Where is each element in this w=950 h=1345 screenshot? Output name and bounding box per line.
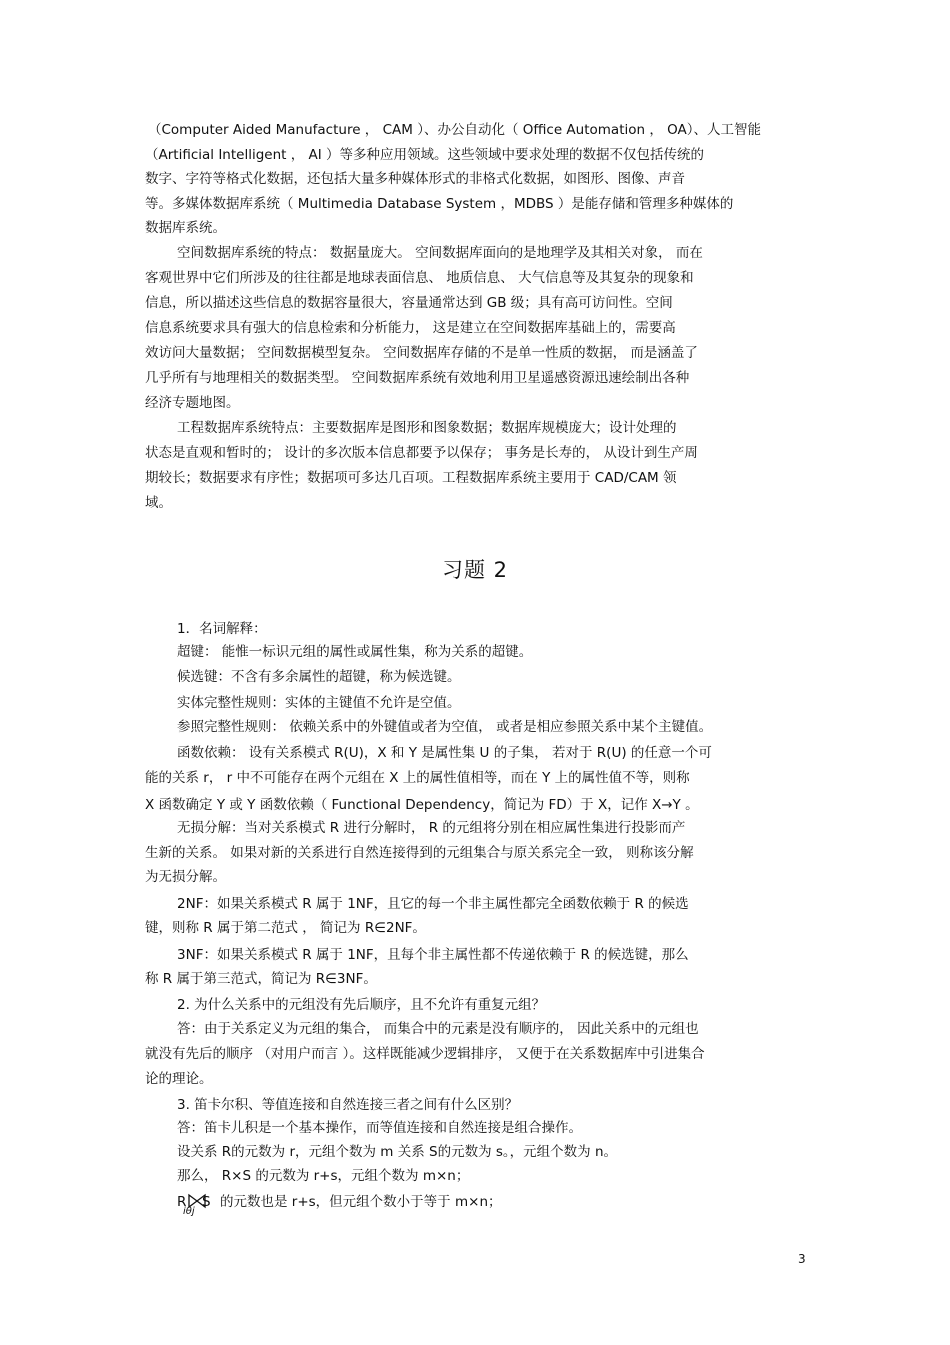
paragraph-3-line-4: 域。 [145,495,172,511]
q1-lossless-line-2: 生新的关系。 如果对新的关系进行自然连接得到的元组集合与原关系完全一致， 则称该分解 [145,845,694,861]
q3-answer-line-3: 那么， R×S 的元数为 r+s，元组个数为 m×n； [177,1168,470,1184]
q2-question: 2. 为什么关系中的元组没有先后顺序，且不允许有重复元组？ [177,997,546,1013]
paragraph-1-line-4: 等。多媒体数据库系统（ Multimedia Database System ，MDBS ）是能存储和管理多种媒体的 [145,196,734,212]
paragraph-2-line-1: 空间数据库系统的特点： 数据量庞大。 空间数据库面向的是地理学及其相关对象， 而在 [177,245,703,261]
paragraph-1-line-3: 数字、字符等格式化数据，还包括大量多种媒体形式的非格式化数据，如图形、图像、声音 [145,171,685,187]
paragraph-2-line-4: 信息系统要求具有强大的信息检索和分析能力， 这是建立在空间数据库基础上的，需要高 [145,320,676,336]
q1-candidate-key: 候选键：不含有多余属性的超键，称为候选键。 [177,669,461,685]
paragraph-2-line-2: 客观世界中它们所涉及的往往都是地球表面信息、 地质信息、 大气信息等及其复杂的现象和 [145,270,694,286]
paragraph-2-line-7: 经济专题地图。 [145,395,240,411]
q1-lossless-line-1: 无损分解：当对关系模式 R 进行分解时， R 的元组将分别在相应属性集进行投影而产 [177,820,686,836]
q1-2nf-line-1: 2NF：如果关系模式 R 属于 1NF，且它的每一个非主属性都完全函数依赖于 R 的候选 [177,896,689,912]
paragraph-2-line-5: 效访问大量数据； 空间数据模型复杂。 空间数据库存储的不是单一性质的数据， 而是涵盖了 [145,345,698,361]
q3-answer-line-4: 的元数也是 r+s，但元组个数小于等于 m×n； [220,1194,502,1210]
q1-referential-integrity: 参照完整性规则： 依赖关系中的外键值或者为空值， 或者是相应参照关系中某个主键值。 [177,719,713,735]
q1-entity-integrity: 实体完整性规则：实体的主键值不允许是空值。 [177,695,461,711]
paragraph-2-line-6: 几乎所有与地理相关的数据类型。 空间数据库系统有效地利用卫星遥感资源迅速绘制出各种 [145,370,690,386]
paragraph-2-line-3: 信息，所以描述这些信息的数据容量很大，容量通常达到 GB 级；具有高可访问性。空间 [145,295,673,311]
join-right-relation: S [202,1194,211,1210]
join-left-relation: R [177,1194,187,1210]
paragraph-1-line-1: （Computer Aided Manufacture ， CAM ）、办公自动化（ Office Automation ， OA）、人工智能 [148,122,762,138]
q1-3nf-line-1: 3NF：如果关系模式 R 属于 1NF，且每个非主属性都不传递依赖于 R 的候选键，那么 [177,947,689,963]
q1-fd-line-1: 函数依赖： 设有关系模式 R(U)，X 和 Y 是属性集 U 的子集， 若对于 R(U) 的任意一个可 [177,745,712,761]
q1-fd-line-3: X 函数确定 Y 或 Y 函数依赖（ Functional Dependency，简记为 FD）于 X，记作 X→Y 。 [145,797,699,813]
paragraph-1-line-2: （Artificial Intelligent ， AI ）等多种应用领域。这些领域中要求处理的数据不仅包括传统的 [145,147,705,163]
paragraph-3-line-3: 期较长；数据要求有序性；数据项可多达几百项。工程数据库系统主要用于 CAD/CAM 领 [145,470,677,486]
q1-fd-line-2: 能的关系 r， r 中不可能存在两个元组在 X 上的属性值相等，而在 Y 上的属性值不等，则称 [145,770,690,786]
paragraph-3-line-2: 状态是直观和暂时的； 设计的多次版本信息都要予以保存； 事务是长寿的， 从设计到生产周 [145,445,698,461]
q2-answer-line-2: 就没有先后的顺序 （对用户而言 ）。这样既能减少逻辑排序， 又便于在关系数据库中引进集合 [145,1046,705,1062]
paragraph-3-line-1: 工程数据库系统特点：主要数据库是图形和图象数据；数据库规模庞大；设计处理的 [177,420,677,436]
q1-3nf-line-2: 称 R 属于第三范式，简记为 R∈3NF。 [145,971,377,987]
join-condition-subscript: iθj [183,1206,195,1217]
q2-answer-line-3: 论的理论。 [145,1071,213,1087]
q1-lossless-line-3: 为无损分解。 [145,869,226,885]
page-number: 3 [798,1252,806,1266]
section-heading: 习题 2 [441,558,509,582]
paragraph-1-line-5: 数据库系统。 [145,220,226,236]
q3-answer-line-1: 答：笛卡儿积是一个基本操作，而等值连接和自然连接是组合操作。 [177,1120,582,1136]
q1-2nf-line-2: 键，则称 R 属于第二范式 ， 简记为 R∈2NF。 [145,920,426,936]
q1-title: 1．名词解释： [177,621,267,637]
q3-question: 3. 笛卡尔积、等值连接和自然连接三者之间有什么区别？ [177,1097,519,1113]
q1-superkey: 超键： 能惟一标识元组的属性或属性集，称为关系的超键。 [177,644,533,660]
q2-answer-line-1: 答：由于关系定义为元组的集合， 而集合中的元素是没有顺序的， 因此关系中的元组也 [177,1021,699,1037]
theta-join-formula [177,1192,211,1222]
q3-answer-line-2: 设关系 R的元数为 r，元组个数为 m 关系 S的元数为 s。，元组个数为 n。 [177,1144,618,1160]
